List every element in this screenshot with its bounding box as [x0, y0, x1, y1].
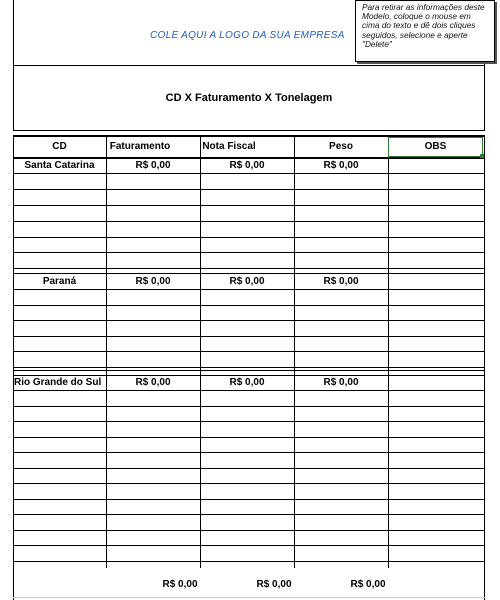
grid-hline: [13, 205, 484, 206]
row-faturamento[interactable]: R$ 0,00: [135, 276, 171, 287]
grid-hline: [13, 561, 484, 562]
grid-hline: [13, 468, 484, 469]
row-peso[interactable]: R$ 0,00: [323, 160, 359, 171]
report-title[interactable]: CD X Faturamento X Tonelagem: [165, 92, 333, 104]
grid-hline: [13, 367, 484, 368]
row-nota-fiscal[interactable]: R$ 0,00: [229, 276, 265, 287]
grid-hline: [13, 173, 484, 174]
grid-hline: [13, 237, 484, 238]
grid-hline: [13, 514, 484, 515]
row-peso[interactable]: R$ 0,00: [323, 276, 359, 287]
grid-hline: [13, 499, 484, 500]
grid-hline: [13, 305, 484, 306]
sheet-left-border-top: [13, 0, 14, 65]
grid-hline: [13, 157, 484, 159]
grid-vline: [13, 137, 14, 568]
instruction-note[interactable]: Para retirar as informações deste Modelo, coloque o mouse em cima do texto e dê dois cliques seguidos, selecione e aperte "Delete": [355, 0, 495, 62]
grid-hline: [13, 530, 484, 531]
row-faturamento[interactable]: R$ 0,00: [135, 160, 171, 171]
selection-fill-handle[interactable]: [480, 154, 484, 158]
row-nota-fiscal[interactable]: R$ 0,00: [229, 160, 265, 171]
row-cd-parana[interactable]: Paraná: [42, 276, 77, 287]
grid-hline: [13, 351, 484, 352]
grid-hline: [13, 452, 484, 453]
grid-hline: [13, 421, 484, 422]
column-header-nota-fiscal[interactable]: Nota Fiscal: [202, 141, 256, 152]
column-header-cd[interactable]: CD: [52, 141, 67, 152]
grid-hline: [13, 320, 484, 321]
grid-hline: [13, 406, 484, 407]
logo-placeholder-text[interactable]: COLE AQUI A LOGO DA SUA EMPRESA: [150, 30, 345, 41]
grid-vline: [484, 137, 485, 568]
grid-hline: [13, 437, 484, 438]
row-faturamento[interactable]: R$ 0,00: [135, 377, 171, 388]
column-header-obs[interactable]: OBS: [424, 141, 447, 152]
column-header-faturamento[interactable]: Faturamento: [109, 141, 171, 152]
grid-vline: [106, 137, 107, 568]
grid-hline: [13, 375, 484, 376]
grid-hline: [13, 483, 484, 484]
row-cd-rio-grande-do-sul[interactable]: Rio Grande do Sul: [14, 377, 102, 388]
grid-hline: [13, 336, 484, 337]
grid-hline: [13, 545, 484, 546]
report-title-box: [13, 65, 485, 131]
row-nota-fiscal[interactable]: R$ 0,00: [229, 377, 265, 388]
column-header-peso[interactable]: Peso: [329, 141, 353, 152]
grid-hline: [13, 252, 484, 253]
grid-vline: [200, 137, 201, 568]
row-peso[interactable]: R$ 0,00: [323, 377, 359, 388]
grid-vline: [388, 137, 389, 568]
total-peso[interactable]: R$ 0,00: [350, 579, 386, 590]
grid-hline: [13, 221, 484, 222]
grid-vline: [294, 137, 295, 568]
grid-hline: [13, 390, 484, 391]
grid-hline: [13, 370, 484, 371]
grid-hline: [13, 268, 484, 269]
selected-cell-outline: [388, 137, 483, 157]
grid-hline: [13, 189, 484, 190]
total-faturamento[interactable]: R$ 0,00: [162, 579, 198, 590]
grid-hline: [13, 273, 484, 274]
total-nota-fiscal[interactable]: R$ 0,00: [256, 579, 292, 590]
row-cd-santa-catarina[interactable]: Santa Catarina: [24, 160, 95, 171]
grid-hline: [13, 289, 484, 290]
footer-divider: [13, 597, 485, 598]
